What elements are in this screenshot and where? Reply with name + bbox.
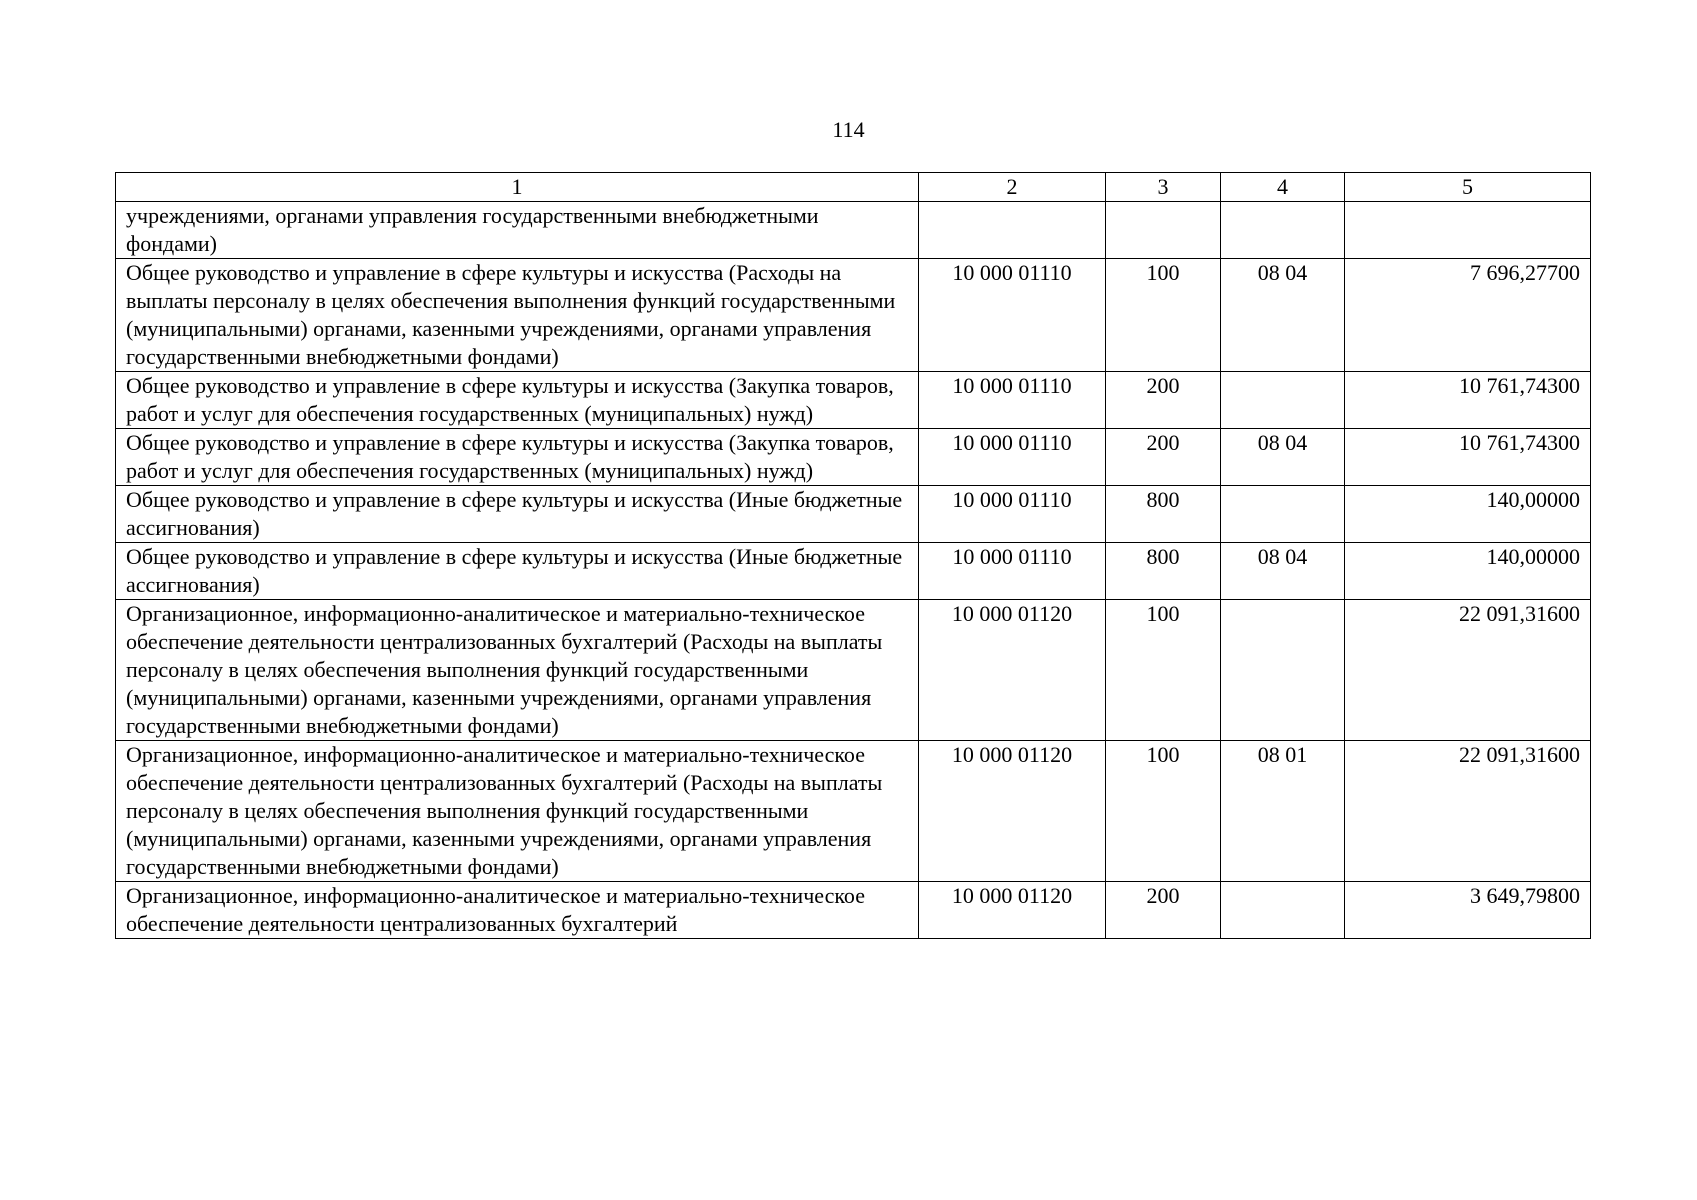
row-section [1221,600,1345,741]
row-description: Общее руководство и управление в сфере культуры и искусства (Иные бюджетные ассигнования) [116,486,919,543]
column-header-3: 3 [1106,173,1221,202]
row-section: 08 04 [1221,543,1345,600]
row-amount: 7 696,27700 [1345,259,1591,372]
table-row [116,543,1591,600]
row-description: Организационное, информационно-аналитическое и материально-техническое обеспечение деятельности централизованных бухгалтерий (Расходы на выплаты персоналу в целях обеспечения выполнения функций государственными (муниципальными) органами, казенными учреждениями, органами управления государственными внебюджетными фондами) [116,600,919,741]
table-row [116,202,1591,259]
row-amount: 10 761,74300 [1345,429,1591,486]
row-section: 08 04 [1221,429,1345,486]
row-expense-type: 800 [1106,543,1221,600]
column-header-1: 1 [116,173,919,202]
row-expense-type: 800 [1106,486,1221,543]
row-description: Общее руководство и управление в сфере культуры и искусства (Иные бюджетные ассигнования) [116,543,919,600]
row-section [1221,882,1345,939]
row-amount: 22 091,31600 [1345,600,1591,741]
row-description: Общее руководство и управление в сфере культуры и искусства (Закупка товаров, работ и услуг для обеспечения государственных (муниципальных) нужд) [116,429,919,486]
row-section [1221,202,1345,259]
row-description: Общее руководство и управление в сфере культуры и искусства (Расходы на выплаты персоналу в целях обеспечения выполнения функций государственными (муниципальными) органами, казенными учреждениями, органами управления государственными внебюджетными фондами) [116,259,919,372]
row-description: Общее руководство и управление в сфере культуры и искусства (Закупка товаров, работ и услуг для обеспечения государственных (муниципальных) нужд) [116,372,919,429]
row-target-code: 10 000 01110 [919,543,1106,600]
row-expense-type: 100 [1106,259,1221,372]
row-target-code: 10 000 01120 [919,741,1106,882]
row-target-code [919,202,1106,259]
row-amount: 140,00000 [1345,486,1591,543]
row-target-code: 10 000 01120 [919,600,1106,741]
row-expense-type: 200 [1106,372,1221,429]
row-expense-type [1106,202,1221,259]
column-header-2: 2 [919,173,1106,202]
table-header-row [116,173,1591,202]
budget-table [115,172,1591,939]
page-number: 114 [832,117,865,142]
row-amount: 3 649,79800 [1345,882,1591,939]
row-expense-type: 200 [1106,429,1221,486]
column-header-4: 4 [1221,173,1345,202]
row-target-code: 10 000 01110 [919,372,1106,429]
row-target-code: 10 000 01110 [919,486,1106,543]
row-target-code: 10 000 01110 [919,259,1106,372]
row-description: Организационное, информационно-аналитическое и материально-техническое обеспечение деятельности централизованных бухгалтерий (Расходы на выплаты персоналу в целях обеспечения выполнения функций государственными (муниципальными) органами, казенными учреждениями, органами управления государственными внебюджетными фондами) [116,741,919,882]
row-amount: 140,00000 [1345,543,1591,600]
row-expense-type: 100 [1106,600,1221,741]
table-row [116,600,1591,741]
table-row [116,882,1591,939]
row-target-code: 10 000 01110 [919,429,1106,486]
row-expense-type: 100 [1106,741,1221,882]
row-amount: 10 761,74300 [1345,372,1591,429]
row-section [1221,372,1345,429]
row-amount [1345,202,1591,259]
row-expense-type: 200 [1106,882,1221,939]
table-row [116,372,1591,429]
row-target-code: 10 000 01120 [919,882,1106,939]
row-description: учреждениями, органами управления государственными внебюджетными фондами) [116,202,919,259]
row-section: 08 04 [1221,259,1345,372]
table-row [116,486,1591,543]
row-section [1221,486,1345,543]
column-header-5: 5 [1345,173,1591,202]
row-section: 08 01 [1221,741,1345,882]
table-row [116,259,1591,372]
table-row [116,429,1591,486]
table-row [116,741,1591,882]
row-description: Организационное, информационно-аналитическое и материально-техническое обеспечение деятельности централизованных бухгалтерий [116,882,919,939]
row-amount: 22 091,31600 [1345,741,1591,882]
